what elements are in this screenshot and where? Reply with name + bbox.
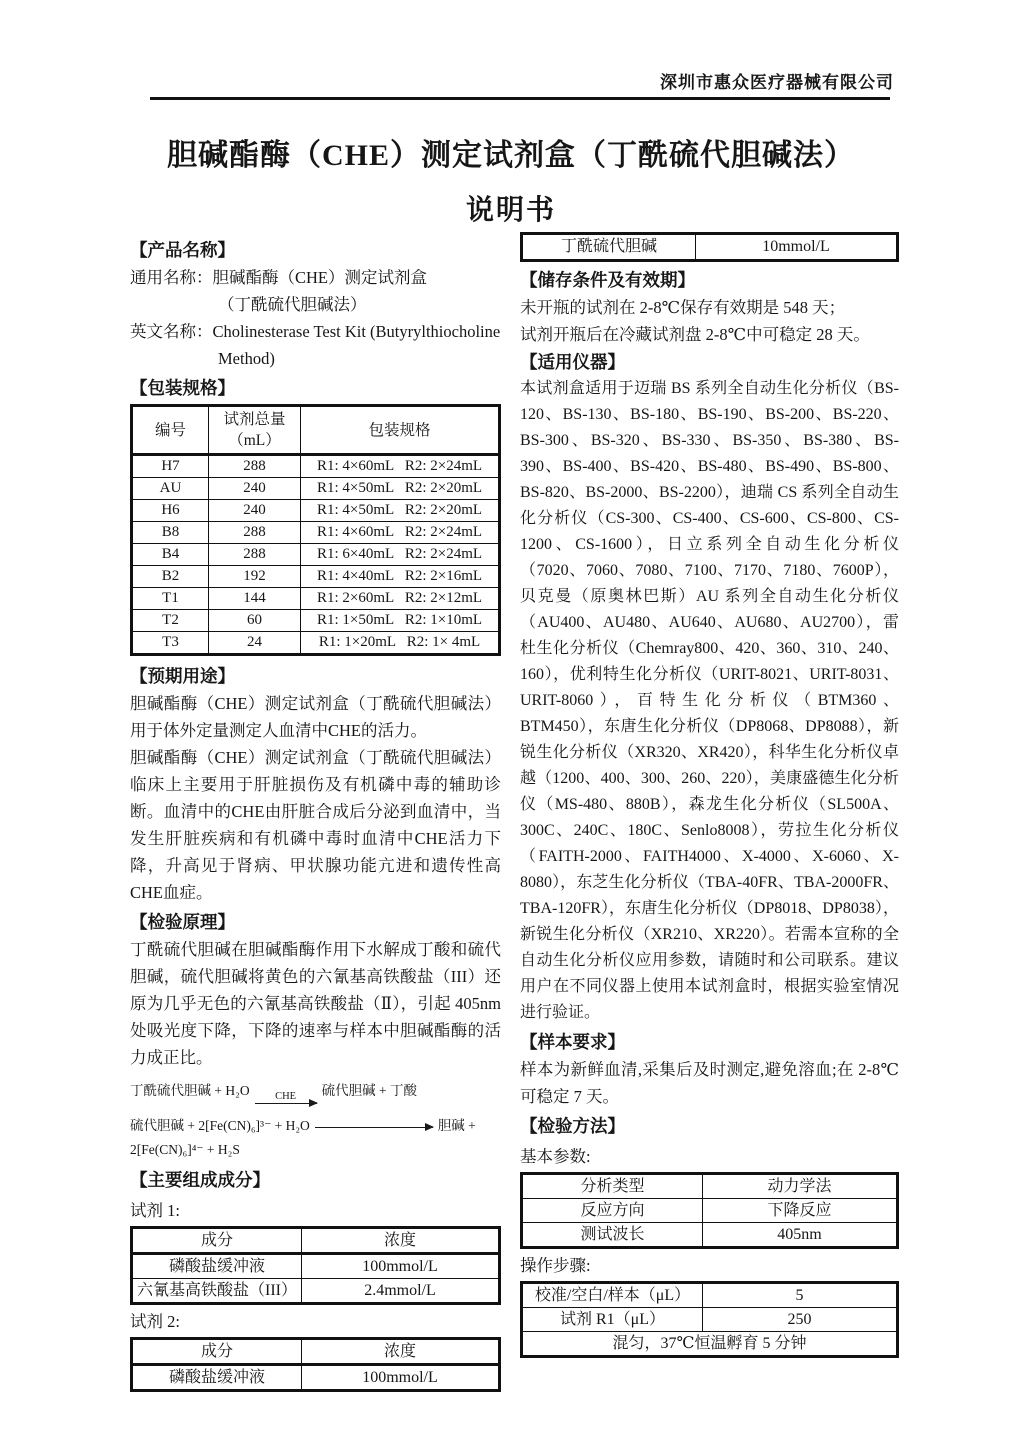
table-cell: R1: 6×40mL R2: 2×24mL bbox=[301, 544, 500, 566]
table-cell: H7 bbox=[132, 455, 209, 478]
table-cell: 60 bbox=[209, 610, 301, 632]
table-cell: 校准/空白/样本（μL） bbox=[522, 1283, 703, 1308]
table-cell: 测试波长 bbox=[522, 1223, 703, 1248]
equation-1-rhs: 硫代胆碱 + 丁酸 bbox=[321, 1083, 417, 1098]
column-header-code: 编号 bbox=[132, 406, 209, 455]
english-name-line-2: Method) bbox=[218, 349, 275, 368]
generic-name-line-2: （丁酰硫代胆碱法） bbox=[218, 295, 367, 314]
english-name-label: 英文名称： bbox=[130, 322, 213, 341]
table-row bbox=[522, 1332, 898, 1357]
table-cell-concentration: 10mmol/L bbox=[696, 234, 898, 261]
table-cell: R1: 4×60mL R2: 2×24mL bbox=[301, 455, 500, 478]
section-heading-method: 【检验方法】 bbox=[520, 1116, 625, 1136]
table-cell: B8 bbox=[132, 522, 209, 544]
instruments-paragraph: 本试剂盒适用于迈瑞 BS 系列全自动生化分析仪（BS-120、BS-130、BS-180、BS-190、BS-200、BS-220、BS-300、BS-320、BS-330、BS-350、BS-380、BS-390、BS-400、BS-420、BS-480、BS-490、BS-800、BS-820、BS-2000、BS-2200），迪瑞 CS 系列全自动生化分析仪（CS-300、CS-400、CS-600、CS-800、CS-1200、CS-1600），日立系列全自动生化分析仪（7020、7060、7080、7100、7170、7180、7600P），贝克曼（原奥林巴斯）AU 系列全自动生化分析仪（AU400、AU480、AU640、AU680、AU2700），雷杜生化分析仪（Chemray800、420、360、310、240、160），优利特生化分析仪（URIT-8021、URIT-8031、URIT-8060），百特生化分析仪（BTM360、BTM450），东唐生化分析仪（DP8068、DP8088），新锐生化分析仪（XR320、XR420），科华生化分析仪卓越（1200、400、300、260、220），美康盛德生化分析仪（MS-480、880B），森龙生化分析仪（SL500A、300C、240C、180C、Senlo8008），劳拉生化分析仪（FAITH-2000、FAITH4000、X-4000、X-6060、X-8080），东芝生化分析仪（TBA-40FR、TBA-2000FR、TBA-120FR），东唐生化分析仪（DP8018、DP8038），新锐生化分析仪（XR210、XR220）。若需本宣称的全自动生化分析仪应用参数，请随时和公司联系。建议用户在不同仪器上使用本试剂盒时，根据实验室情况进行验证。 bbox=[520, 380, 899, 1021]
table-cell: R1: 4×60mL R2: 2×24mL bbox=[301, 522, 500, 544]
section-heading-sample: 【样本要求】 bbox=[520, 1032, 625, 1052]
reagent2-continuation-table bbox=[520, 232, 899, 262]
section-heading-product-name: 【产品名称】 bbox=[130, 240, 235, 260]
table-cell: 192 bbox=[209, 566, 301, 588]
table-cell: B4 bbox=[132, 544, 209, 566]
packaging-table bbox=[130, 404, 501, 656]
table-row bbox=[132, 478, 500, 500]
reaction-equation-2 bbox=[130, 1114, 501, 1162]
table-header-row bbox=[132, 406, 500, 455]
table-cell: T1 bbox=[132, 588, 209, 610]
equation-2-rhs-line2: 2[Fe(CN)₆]⁴⁻ + H₂S bbox=[130, 1142, 240, 1157]
table-cell: 六氰基高铁酸盐（III） bbox=[132, 1279, 302, 1304]
header-divider bbox=[150, 97, 890, 100]
sample-paragraph: 样本为新鲜血清,采集后及时测定,避免溶血;在 2-8℃可稳定 7 天。 bbox=[520, 1060, 899, 1106]
table-header-row bbox=[132, 1339, 500, 1365]
reaction-arrow-icon bbox=[315, 1127, 433, 1128]
english-name-line bbox=[130, 318, 501, 345]
generic-name-label: 通用名称： bbox=[130, 268, 213, 287]
column-header-total-volume-line2: （mL） bbox=[228, 432, 281, 449]
table-row bbox=[132, 632, 500, 655]
column-header-component: 成分 bbox=[132, 1228, 302, 1254]
table-row bbox=[522, 1308, 898, 1332]
generic-name-line bbox=[130, 264, 501, 291]
table-cell: R1: 4×50mL R2: 2×20mL bbox=[301, 500, 500, 522]
section-heading-packaging: 【包装规格】 bbox=[130, 378, 235, 398]
table-cell: 288 bbox=[209, 544, 301, 566]
right-column bbox=[520, 230, 899, 1358]
section-heading-components: 【主要组成成分】 bbox=[130, 1170, 270, 1190]
column-header-spec: 包装规格 bbox=[301, 406, 500, 455]
document-title: 胆碱酯酶（CHE）测定试剂盒（丁酰硫代胆碱法） bbox=[166, 139, 855, 172]
table-cell: B2 bbox=[132, 566, 209, 588]
section-heading-storage: 【储存条件及有效期】 bbox=[520, 270, 695, 290]
table-cell: 5 bbox=[703, 1283, 898, 1308]
table-cell: 288 bbox=[209, 455, 301, 478]
table-row bbox=[132, 1279, 500, 1304]
operation-steps-table bbox=[520, 1281, 899, 1358]
section-heading-intended-use: 【预期用途】 bbox=[130, 666, 235, 686]
table-cell: 240 bbox=[209, 500, 301, 522]
table-cell: 动力学法 bbox=[703, 1174, 898, 1199]
arrow-shaft bbox=[315, 1127, 433, 1128]
table-cell: AU bbox=[132, 478, 209, 500]
table-cell: R1: 4×40mL R2: 2×16mL bbox=[301, 566, 500, 588]
table-row bbox=[522, 234, 898, 261]
table-cell: R1: 1×50mL R2: 1×10mL bbox=[301, 610, 500, 632]
table-row bbox=[132, 588, 500, 610]
table-cell-incubation-note: 混匀，37℃恒温孵育 5 分钟 bbox=[522, 1332, 898, 1357]
equation-2-lhs: 硫代胆碱 + 2[Fe(CN)₆]³⁻ + H₂O bbox=[130, 1118, 310, 1133]
intended-use-paragraph-2: 胆碱酯酶（CHE）测定试剂盒（丁酰硫代胆碱法）临床上主要用于肝脏损伤及有机磷中毒的辅助诊断。血清中的CHE由肝脏合成后分泌到血清中，当发生肝脏疾病和有机磷中毒时血清中CHE活力下降，升高见于肾病、甲状腺功能亢进和遗传性高CHE血症。 bbox=[130, 748, 501, 902]
table-row bbox=[522, 1174, 898, 1199]
reagent1-table bbox=[130, 1226, 501, 1305]
reagent2-label: 试剂 2: bbox=[130, 1312, 180, 1331]
table-header-row bbox=[132, 1228, 500, 1254]
table-cell: 反应方向 bbox=[522, 1199, 703, 1223]
table-cell: T3 bbox=[132, 632, 209, 655]
table-cell: R1: 2×60mL R2: 2×12mL bbox=[301, 588, 500, 610]
arrow-catalyst-label: CHE bbox=[275, 1091, 297, 1102]
table-cell: 分析类型 bbox=[522, 1174, 703, 1199]
section-heading-principle: 【检验原理】 bbox=[130, 912, 235, 932]
basic-params-label: 基本参数: bbox=[520, 1147, 591, 1166]
reagent2-table bbox=[130, 1337, 501, 1392]
storage-line-2: 试剂开瓶后在冷藏试剂盘 2-8℃中可稳定 28 天。 bbox=[520, 325, 870, 344]
left-column bbox=[130, 236, 501, 1392]
table-cell: 405nm bbox=[703, 1223, 898, 1248]
column-header-concentration: 浓度 bbox=[302, 1228, 500, 1254]
table-row bbox=[132, 610, 500, 632]
column-header-concentration: 浓度 bbox=[302, 1339, 500, 1365]
column-header-total-volume bbox=[209, 406, 301, 455]
column-header-total-volume-line1: 试剂总量 bbox=[223, 411, 286, 428]
table-cell: 磷酸盐缓冲液 bbox=[132, 1365, 302, 1391]
table-row bbox=[132, 566, 500, 588]
equation-2-rhs-line1: 胆碱 + bbox=[437, 1118, 476, 1133]
table-cell: H6 bbox=[132, 500, 209, 522]
intended-use-paragraph-1: 胆碱酯酶（CHE）测定试剂盒（丁酰硫代胆碱法）用于体外定量测定人血清中CHE的活力。 bbox=[130, 694, 501, 740]
table-cell: R1: 4×50mL R2: 2×20mL bbox=[301, 478, 500, 500]
table-cell: 24 bbox=[209, 632, 301, 655]
table-cell: 240 bbox=[209, 478, 301, 500]
table-cell: 下降反应 bbox=[703, 1199, 898, 1223]
table-row bbox=[522, 1283, 898, 1308]
table-row bbox=[132, 500, 500, 522]
section-heading-instruments: 【适用仪器】 bbox=[520, 352, 625, 372]
table-cell: 2.4mmol/L bbox=[302, 1279, 500, 1304]
table-row bbox=[522, 1199, 898, 1223]
table-row bbox=[522, 1223, 898, 1248]
table-cell: T2 bbox=[132, 610, 209, 632]
principle-paragraph: 丁酰硫代胆碱在胆碱酯酶作用下水解成丁酸和硫代胆碱，硫代胆碱将黄色的六氰基高铁酸盐（III）还原为几乎无色的六氰基高铁酸盐（Ⅱ），引起 405nm 处吸光度下降，下降的速率与样本中胆碱酯酶的活力成正比。 bbox=[130, 940, 501, 1067]
equation-1-lhs: 丁酰硫代胆碱 + H₂O bbox=[130, 1083, 250, 1098]
table-row bbox=[132, 1365, 500, 1391]
arrow-shaft bbox=[255, 1103, 317, 1104]
reagent1-label: 试剂 1: bbox=[130, 1201, 180, 1220]
table-cell: R1: 1×20mL R2: 1× 4mL bbox=[301, 632, 500, 655]
operation-steps-label: 操作步骤: bbox=[520, 1256, 591, 1275]
reaction-arrow-icon bbox=[255, 1091, 317, 1104]
table-cell-component: 丁酰硫代胆碱 bbox=[522, 234, 696, 261]
english-name-value: Cholinesterase Test Kit (Butyrylthiocholine bbox=[212, 322, 501, 341]
storage-line-1: 未开瓶的试剂在 2-8℃保存有效期是 548 天； bbox=[520, 298, 846, 317]
table-cell: 磷酸盐缓冲液 bbox=[132, 1254, 302, 1279]
table-row bbox=[132, 1254, 500, 1279]
reaction-equation-1 bbox=[130, 1079, 501, 1104]
table-cell: 288 bbox=[209, 522, 301, 544]
table-cell: 250 bbox=[703, 1308, 898, 1332]
table-row bbox=[132, 522, 500, 544]
table-row bbox=[132, 455, 500, 478]
column-header-component: 成分 bbox=[132, 1339, 302, 1365]
company-name: 深圳市惠众医疗器械有限公司 bbox=[660, 73, 894, 92]
generic-name-value: 胆碱酯酶（CHE）测定试剂盒 bbox=[212, 268, 427, 287]
document-subtitle: 说明书 bbox=[465, 195, 556, 226]
table-cell: 试剂 R1（μL） bbox=[522, 1308, 703, 1332]
table-row bbox=[132, 544, 500, 566]
table-cell: 100mmol/L bbox=[302, 1365, 500, 1391]
table-cell: 100mmol/L bbox=[302, 1254, 500, 1279]
table-cell: 144 bbox=[209, 588, 301, 610]
basic-params-table bbox=[520, 1172, 899, 1249]
